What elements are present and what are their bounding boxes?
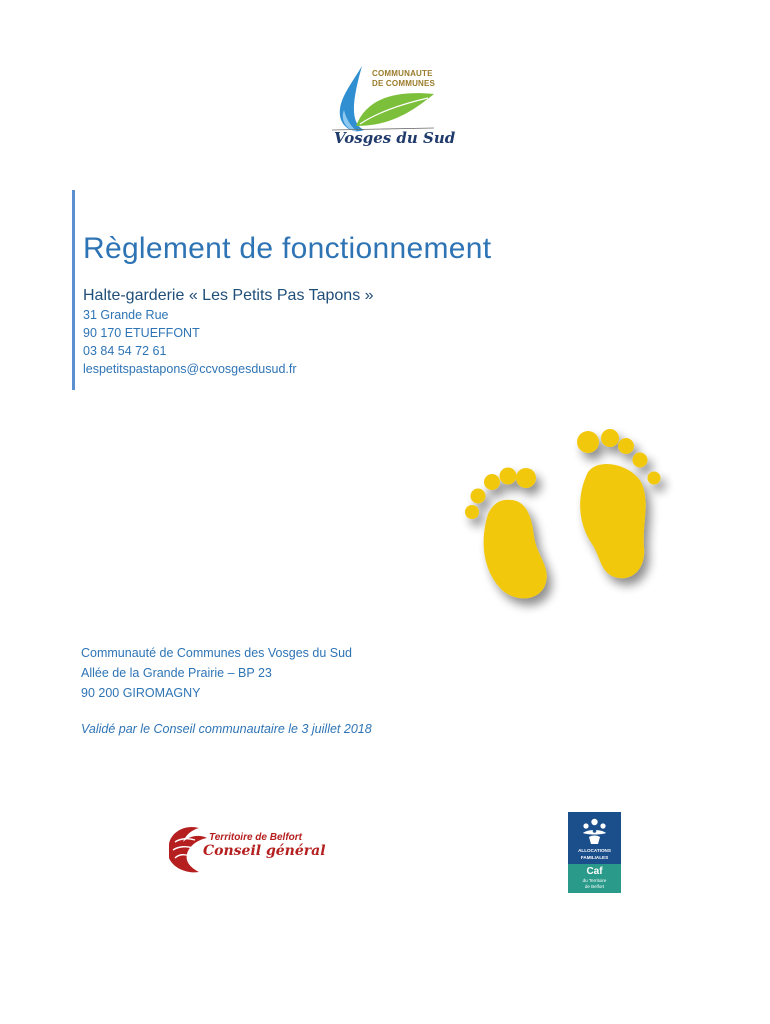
title-rule — [72, 190, 75, 390]
title-block — [72, 190, 672, 390]
logo-line-2: DE COMMUNES — [372, 79, 436, 88]
validation-note: Validé par le Conseil communautaire le 3 juillet 2018 — [81, 722, 372, 736]
page-title: Règlement de fonctionnement — [83, 232, 492, 265]
address-street: 31 Grande Rue — [83, 308, 169, 322]
address-phone: 03 84 54 72 61 — [83, 344, 167, 358]
vosges-du-sud-logo — [322, 60, 456, 152]
baby-footprints-icon — [450, 420, 700, 620]
address-city: 90 170 ETUEFFONT — [83, 326, 200, 340]
address-email: lespetitspastapons@ccvosgesdusud.fr — [83, 362, 297, 376]
belfort-line-1: Territoire de Belfort — [209, 832, 302, 843]
caf-line-4: du Territoire — [582, 878, 607, 883]
caf-line-3: Caf — [586, 866, 603, 877]
organization-city: 90 200 GIROMAGNY — [81, 686, 201, 700]
caf-line-2: FAMILIALES — [580, 855, 609, 860]
organization-name: Communauté de Communes des Vosges du Sud — [81, 646, 352, 660]
footprints-illustration — [450, 420, 700, 620]
caf-logo — [568, 812, 621, 893]
organization-street: Allée de la Grande Prairie – BP 23 — [81, 666, 272, 680]
caf-line-5: de Belfort — [584, 884, 605, 889]
page-subtitle: Halte-garderie « Les Petits Pas Tapons » — [83, 287, 374, 304]
belfort-line-2: Conseil général — [203, 843, 326, 859]
logo-line-1: COMMUNAUTE — [372, 69, 433, 78]
caf-line-1: ALLOCATIONS — [578, 848, 611, 853]
family-emblem-icon — [580, 817, 609, 846]
belfort-logo — [163, 820, 326, 876]
logo-name: Vosges du Sud — [334, 129, 456, 147]
